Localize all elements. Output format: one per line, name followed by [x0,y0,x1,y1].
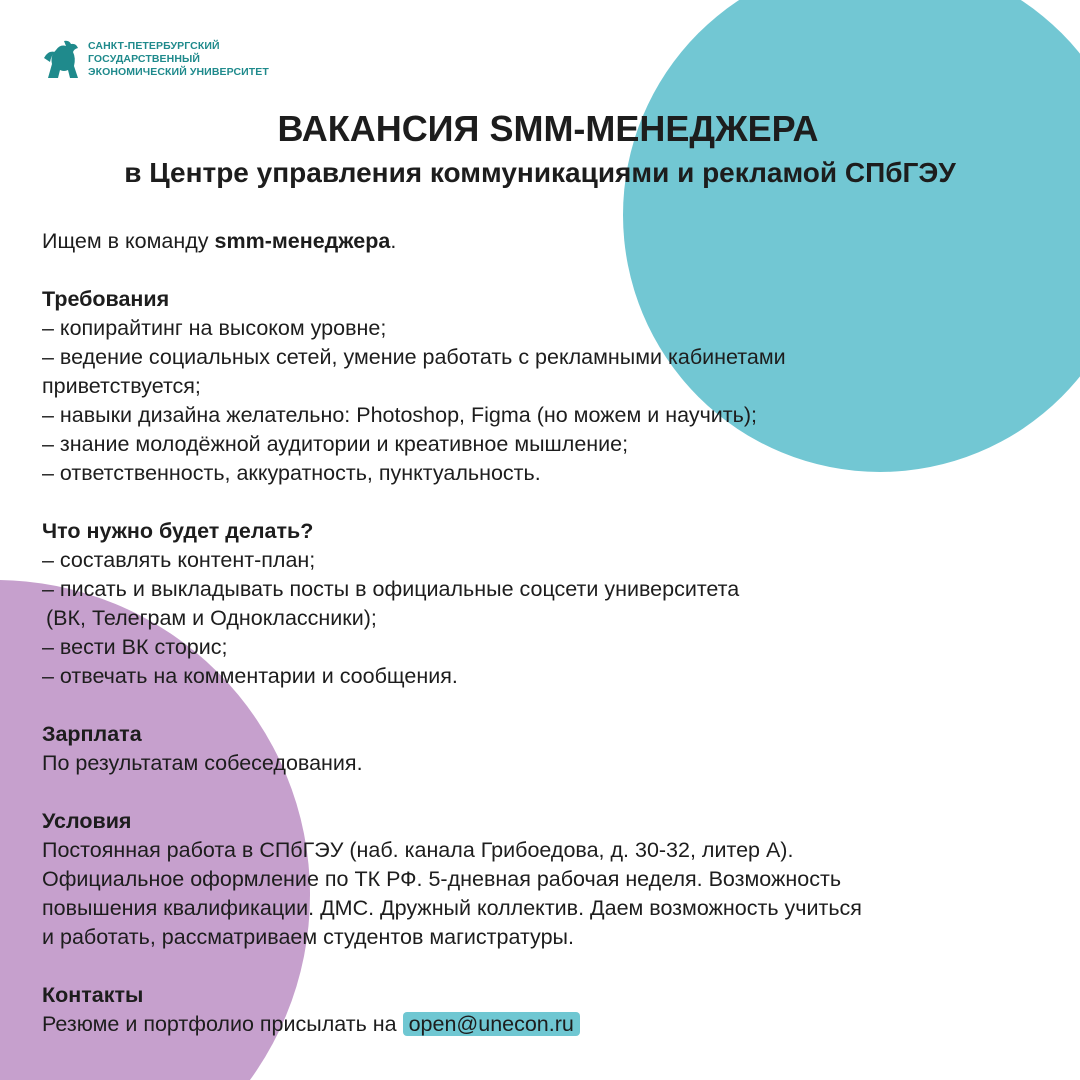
page-subtitle: в Центре управления коммуникациями и рекламой СПбГЭУ [124,157,956,188]
requirements-section [42,285,1072,488]
logo-line-1: САНКТ-ПЕТЕРБУРГСКИЙ [88,39,220,52]
contacts-text [42,1010,1072,1039]
logo-line-2: ГОСУДАРСТВЕННЫЙ [88,52,201,65]
duties-heading: Что нужно будет делать? [42,519,314,543]
contacts-heading: Контакты [42,983,144,1007]
griffin-icon [42,38,82,80]
duty-item: – писать и выкладывать посты в официальные соцсети университета [42,577,740,601]
logo-line-3: ЭКОНОМИЧЕСКИЙ УНИВЕРСИТЕТ [88,65,269,78]
conditions-line: и работать, рассматриваем студентов магистратуры. [42,925,574,949]
duty-item: – составлять контент-план; [42,548,316,572]
intro-prefix: Ищем в команду [42,229,215,253]
email-link[interactable]: open@unecon.ru [403,1012,580,1036]
salary-section [42,720,1072,778]
duty-item: – отвечать на комментарии и сообщения. [42,664,458,688]
requirement-item: – копирайтинг на высоком уровне; [42,316,387,340]
conditions-line: Постоянная работа в СПбГЭУ (наб. канала Грибоедова, д. 30-32, литер А). [42,838,794,862]
intro-text [42,227,1072,256]
intro-role: smm-менеджера [214,229,391,253]
duty-item: (ВК, Телеграм и Одноклассники); [46,606,377,630]
requirement-item: – ответственность, аккуратность, пунктуальность. [42,461,541,485]
requirement-item: приветствуется; [42,374,201,398]
salary-text: По результатам собеседования. [42,751,363,775]
page-title: ВАКАНСИЯ SMM-МЕНЕДЖЕРА [277,108,819,149]
requirement-item: – ведение социальных сетей, умение работать с рекламными кабинетами [42,345,786,369]
conditions-line: Официальное оформление по ТК РФ. 5-дневная рабочая неделя. Возможность [42,867,842,891]
duties-section [42,517,1072,691]
intro-suffix: . [390,229,397,253]
salary-heading: Зарплата [42,722,142,746]
contacts-section [42,981,1072,1039]
conditions-line: повышения квалификации. ДМС. Дружный коллектив. Даем возможность учиться [42,896,862,920]
contacts-label: Резюме и портфолио присылать на [42,1012,403,1036]
vacancy-body [42,227,1072,1039]
requirement-item: – навыки дизайна желательно: Photoshop, Figma (но можем и научить); [42,403,757,427]
requirements-heading: Требования [42,287,170,311]
conditions-section [42,807,1072,952]
duty-item: – вести ВК сторис; [42,635,228,659]
conditions-heading: Условия [42,809,132,833]
university-logo [42,38,269,80]
requirement-item: – знание молодёжной аудитории и креативное мышление; [42,432,629,456]
